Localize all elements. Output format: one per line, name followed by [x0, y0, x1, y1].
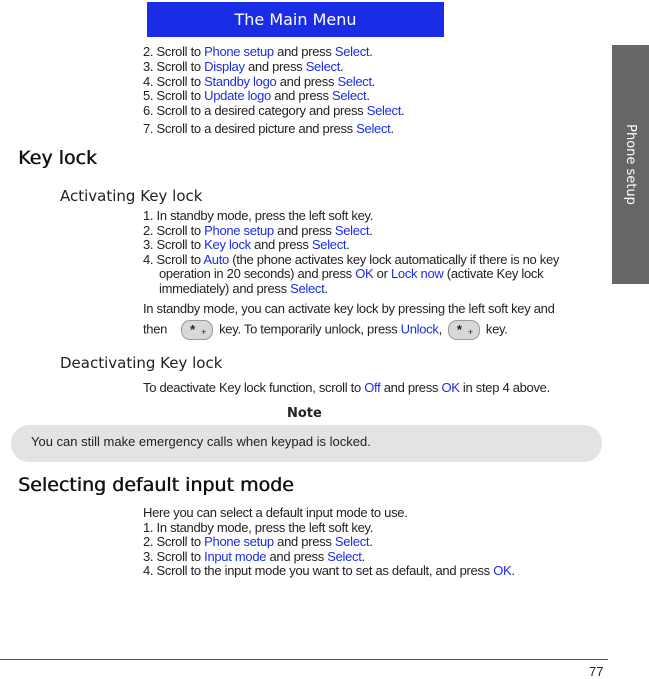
star-key-icon: * +: [448, 320, 480, 340]
deactivating-heading: Deactivating Key lock: [60, 354, 223, 372]
side-tab-label: Phone setup: [623, 124, 639, 205]
activating-step-4-line-3: immediately) and press Select.: [159, 281, 328, 296]
note-title: Note: [287, 406, 322, 421]
input-mode-step-1: 1. In standby mode, press the left soft key.: [143, 520, 374, 535]
side-tab: [612, 45, 649, 284]
step-2: 2. Scroll to Phone setup and press Select.: [143, 44, 373, 59]
input-mode-intro: Here you can select a default input mode to use.: [143, 505, 408, 520]
activating-step-2: 2. Scroll to Phone setup and press Select.: [143, 223, 373, 238]
input-mode-step-4: 4. Scroll to the input mode you want to set as default, and press OK.: [143, 563, 515, 578]
key-lock-heading: Key lock: [18, 147, 97, 169]
activating-step-1: 1. In standby mode, press the left soft key.: [143, 208, 374, 223]
note-text: You can still make emergency calls when keypad is locked.: [31, 434, 371, 449]
activating-heading: Activating Key lock: [60, 187, 203, 205]
step-3: 3. Scroll to Display and press Select.: [143, 59, 344, 74]
input-mode-step-2: 2. Scroll to Phone setup and press Select.: [143, 534, 373, 549]
page-number: 77: [589, 664, 604, 679]
step-4: 4. Scroll to Standby logo and press Select.: [143, 74, 376, 89]
activating-step-3: 3. Scroll to Key lock and press Select.: [143, 237, 350, 252]
star-key-icon: * +: [181, 320, 213, 340]
step-7: 7. Scroll to a desired picture and press Select.: [143, 121, 394, 136]
activating-info-1: In standby mode, you can activate key lock by pressing the left soft key and: [143, 301, 555, 316]
footer-divider: [0, 659, 608, 660]
input-mode-heading: Selecting default input mode: [18, 474, 294, 496]
input-mode-step-3: 3. Scroll to Input mode and press Select.: [143, 549, 365, 564]
header-title: The Main Menu: [234, 10, 357, 29]
deactivating-text: To deactivate Key lock function, scroll to Off and press OK in step 4 above.: [143, 380, 550, 395]
step-5: 5. Scroll to Update logo and press Select.: [143, 88, 370, 103]
page-header: [147, 2, 444, 37]
activating-step-4: 4. Scroll to Auto (the phone activates key lock automatically if there is no key: [143, 252, 560, 267]
step-6: 6. Scroll to a desired category and press Select.: [143, 103, 405, 118]
note-box: [11, 425, 602, 462]
activating-info-2: then * + key. To temporarily unlock, press Unlock, * + key.: [143, 320, 508, 340]
activating-step-4-line-2: operation in 20 seconds) and press OK or Lock now (activate Key lock: [159, 266, 544, 281]
